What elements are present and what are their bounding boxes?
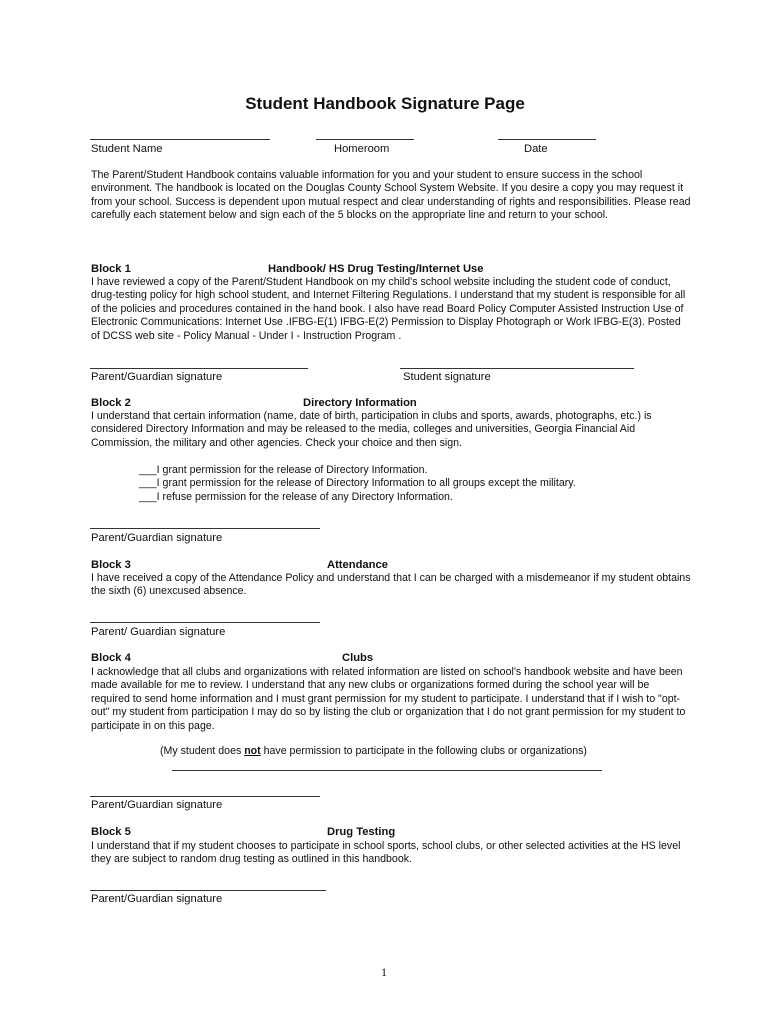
- block2-heading: Directory Information: [303, 397, 417, 409]
- clubs-opt-out-note: [160, 745, 587, 758]
- date-line[interactable]: [498, 139, 596, 140]
- student-name-label: Student Name: [91, 143, 163, 155]
- block1-text: I have reviewed a copy of the Parent/Student Handbook on my child's school website including the student code of conduct, drug-testing policy for high school student, and Internet Filtering Regulations. I understand that my student is responsible for all of the policies and procedures contained in the hand book. I also have read Board Policy Computer Assisted Instruction Use of Electronic Communications: Internet Use .IFBG-E(1) IFBG-E(2) Permission to Display Photograph or Work IFBG-E(3). Posted of DCSS web site - Policy Manual - Under I - Instruction Program .: [91, 276, 686, 342]
- directory-option-grant[interactable]: ___I grant permission for the release of Directory Information.: [139, 464, 428, 476]
- block4-parent-signature-line[interactable]: [90, 796, 320, 797]
- block2-text: I understand that certain information (name, date of birth, participation in clubs and sports, awards, photographs, etc.) is considered Directory Information and may be released to the media, colleges and universities, Georgia Financial Aid Commission, the military and other agencies. Check your choice and then sign.: [91, 410, 652, 449]
- intro-paragraph: The Parent/Student Handbook contains valuable information for you and your student to ensure success in the school environment. The handbook is located on the Douglas County School System Website. If you desire a copy you may request it from your school. Success is dependent upon mutual respect and clear understanding of rights and responsibilities. Please read carefully each statement below and sign each of the 5 blocks on the appropriate line and return to your school.: [91, 169, 691, 222]
- homeroom-line[interactable]: [316, 139, 414, 140]
- block1-student-signature-label: Student signature: [403, 371, 491, 383]
- page-number: 1: [381, 965, 387, 979]
- block3-heading: Attendance: [327, 559, 388, 571]
- block3-text: I have received a copy of the Attendance Policy and understand that I can be charged with a misdemeanor if my student obtains the sixth (6) unexcused absence.: [91, 572, 691, 598]
- block1-student-signature-line[interactable]: [400, 368, 634, 369]
- clubs-opt-out-line[interactable]: [172, 770, 602, 771]
- block2-label: Block 2: [91, 397, 131, 409]
- block3-parent-signature-line[interactable]: [90, 622, 320, 623]
- block4-parent-signature-label: Parent/Guardian signature: [91, 799, 223, 811]
- block3-label: Block 3: [91, 559, 131, 571]
- clubs-note-before: (My student does: [160, 745, 245, 757]
- homeroom-label: Homeroom: [334, 143, 390, 155]
- block5-parent-signature-line[interactable]: [90, 890, 326, 891]
- directory-option-grant-except-military[interactable]: ___I grant permission for the release of Directory Information to all groups except the military.: [139, 477, 576, 489]
- clubs-note-after: have permission to participate in the following clubs or organizations): [260, 745, 587, 757]
- clubs-note-emphasis: not: [244, 745, 261, 757]
- block4-heading: Clubs: [342, 652, 374, 664]
- student-name-line[interactable]: [90, 139, 270, 140]
- date-label: Date: [524, 143, 548, 155]
- page-title: Student Handbook Signature Page: [245, 94, 525, 113]
- block5-label: Block 5: [91, 826, 131, 838]
- block1-parent-signature-line[interactable]: [90, 368, 308, 369]
- block2-parent-signature-line[interactable]: [90, 528, 320, 529]
- block3-parent-signature-label: Parent/ Guardian signature: [91, 626, 226, 638]
- block4-label: Block 4: [91, 652, 131, 664]
- block5-parent-signature-label: Parent/Guardian signature: [91, 893, 223, 905]
- block1-label: Block 1: [91, 263, 131, 275]
- block5-text: I understand that if my student chooses to participate in school sports, school clubs, or other selected activities at the HS level they are subject to random drug testing as outlined in this handbook.: [91, 840, 681, 866]
- block1-heading: Handbook/ HS Drug Testing/Internet Use: [268, 263, 484, 275]
- block4-text: I acknowledge that all clubs and organizations with related information are listed on school's handbook website and have been made available for me to review. I understand that any new clubs or organizations formed during the school year will be required to send home information and I must grant permission for my student to participate. I understand that if I wish to "opt-out" my student from participation I may do so by listing the club or organization that I do not grant permission for my student to participate in on this page.: [91, 666, 686, 732]
- block1-parent-signature-label: Parent/Guardian signature: [91, 371, 223, 383]
- directory-option-refuse[interactable]: ___I refuse permission for the release of any Directory Information.: [139, 491, 453, 503]
- block2-parent-signature-label: Parent/Guardian signature: [91, 532, 223, 544]
- block5-heading: Drug Testing: [327, 826, 396, 838]
